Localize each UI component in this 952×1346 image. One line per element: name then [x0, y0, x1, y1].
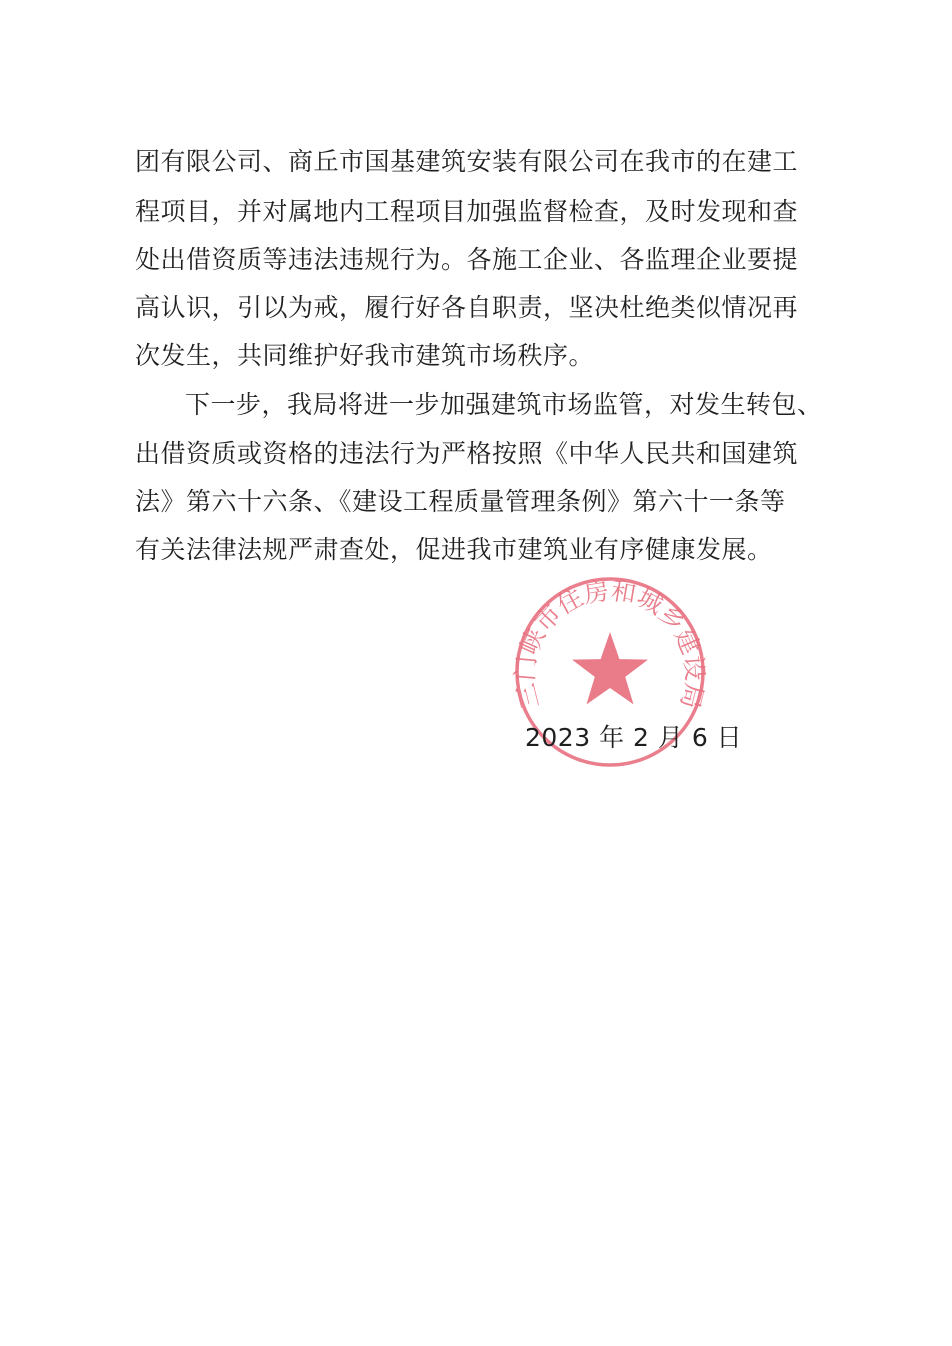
paragraph-2-line-1: 下一步，我局将进一步加强建筑市场监管，对发生转包、 — [185, 390, 823, 419]
paragraph-1-line-4: 高认识，引以为戒，履行好各自职责，坚决杜绝类似情况再 — [135, 293, 799, 322]
paragraph-1-line-1: 团有限公司、商丘市国基建筑安装有限公司在我市的在建工 — [135, 147, 799, 176]
paragraph-1-line-3: 处出借资质等违法违规行为。各施工企业、各监理企业要提 — [135, 245, 799, 274]
paragraph-2-line-2: 出借资质或资格的违法行为严格按照《中华人民共和国建筑 — [135, 439, 799, 468]
paragraph-2-line-4: 有关法律法规严肃查处，促进我市建筑业有序健康发展。 — [135, 535, 773, 564]
document-date: 2023 年 2 月 6 日 — [525, 723, 743, 752]
paragraph-2-line-3: 法》第六十六条、《建设工程质量管理条例》第六十一条等 — [135, 487, 786, 516]
seal-star-icon — [572, 632, 648, 704]
seal-arc-text: 三门峡市住房和城乡建设局 — [510, 575, 710, 712]
paragraph-1-line-5: 次发生，共同维护好我市建筑市场秩序。 — [135, 341, 595, 370]
paragraph-1-line-2: 程项目，并对属地内工程项目加强监督检查，及时发现和查 — [135, 197, 799, 226]
